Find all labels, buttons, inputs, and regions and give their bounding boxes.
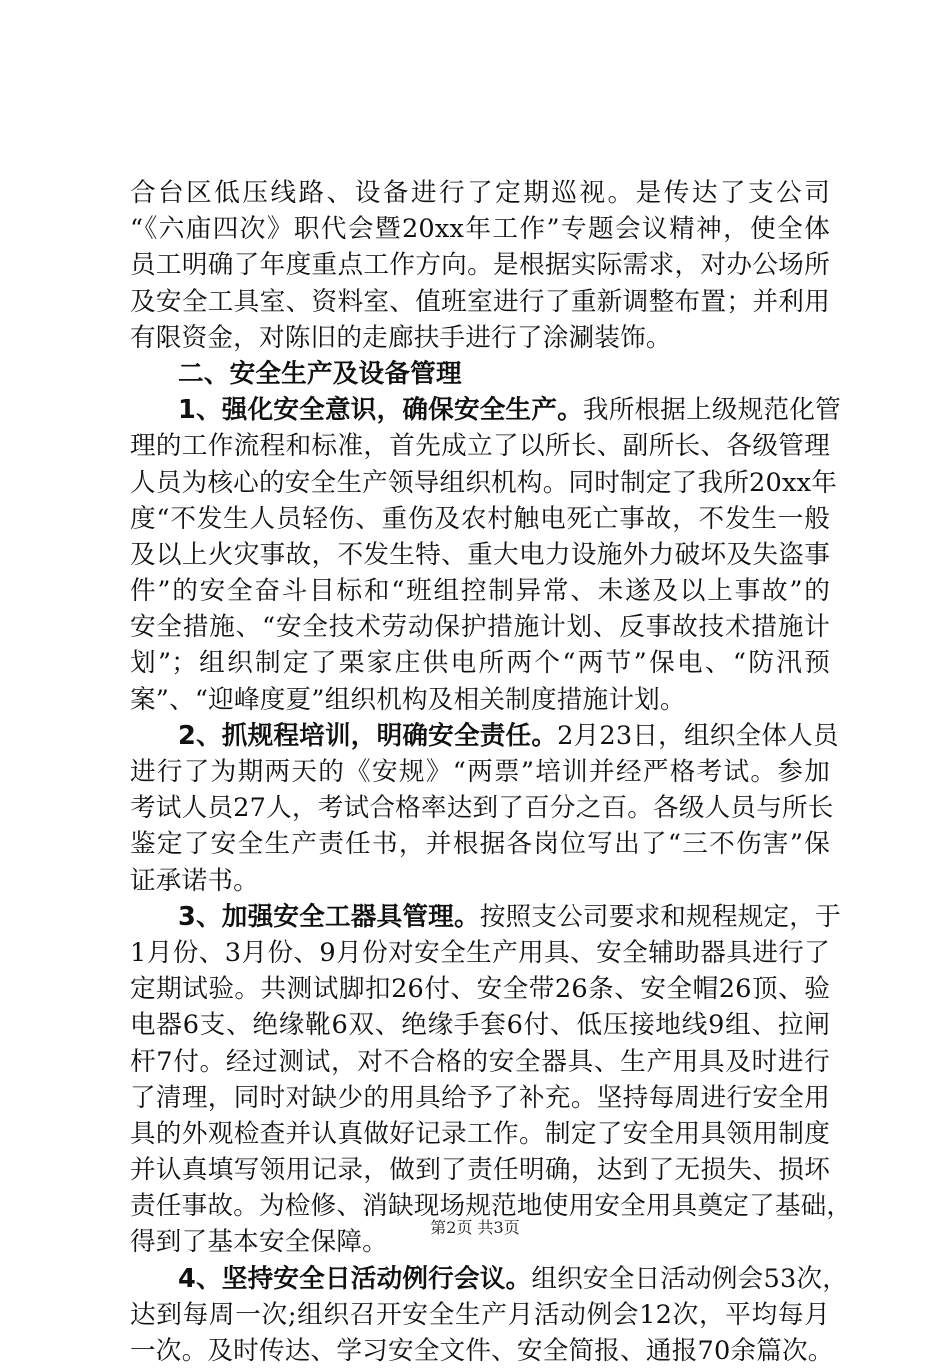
paragraph-first-line [130, 1261, 849, 1297]
intro-paragraph [130, 175, 830, 356]
text-line: 进行了为期两天的《安规》“两票”培训并经严格考试。参加 [130, 757, 830, 787]
text-line: 及安全工具室、资料室、值班室进行了重新调整布置；并利用 [130, 286, 830, 317]
text-line: 案”、“迎峰度夏”组织机构及相关制度措施计划。 [130, 684, 686, 715]
text-line: 安全措施、“安全技术劳动保护措施计划、反事故技术措施计 [130, 612, 830, 643]
text-line: 员工明确了年度重点工作方向。是根据实际需求，对办公场所 [130, 250, 830, 281]
text-line: 责任事故。为检修、消缺现场规范地使用安全用具奠定了基础， [130, 1191, 853, 1222]
text-line: 理的工作流程和标准，首先成立了以所长、副所长、各级管理 [130, 431, 830, 462]
paragraph-first-line [130, 899, 841, 935]
text-line: 有限资金，对陈旧的走廊扶手进行了涂涮装饰。 [130, 322, 672, 353]
paragraph-title: 4、坚持安全日活动例行会议。 [178, 1263, 532, 1294]
text-line: 电器6支、绝缘靴6双、绝缘手套6付、低压接地线9组、拉闸 [130, 1010, 830, 1041]
paragraph-first-line [130, 392, 841, 428]
paragraph-title: 2、抓规程培训，明确安全责任。 [178, 720, 558, 751]
text-line: 1月份、3月份、9月份对安全生产用具、安全辅助器具进行了 [130, 937, 830, 968]
paragraph-safety-awareness [130, 392, 841, 718]
text-line: 划”；组织制定了栗家庄供电所两个“两节”保电、“防汛预 [130, 648, 830, 679]
text-line: 及以上火灾事故，不发生特、重大电力设施外力破坏及失盗事 [130, 539, 830, 570]
text-line: “《六庙四次》职代会暨20xx年工作”专题会议精神，使全体 [130, 214, 830, 245]
paragraph-text: 按照支公司要求和规程规定，于 [479, 901, 841, 932]
text-line: 证承诺书。 [130, 865, 259, 896]
text-line: 定期试验。共测试脚扣26付、安全带26条、安全帽26顶、验 [130, 974, 830, 1005]
text-line: 得到了基本安全保障。 [130, 1227, 388, 1258]
paragraph-title: 3、加强安全工器具管理。 [178, 901, 480, 932]
paragraph-safety-meetings [130, 1261, 849, 1369]
paragraph-text: 2月23日，组织全体人员 [557, 720, 839, 751]
page-footer: 第2页 共3页 [430, 1218, 520, 1237]
paragraph-text: 我所根据上级规范化管 [582, 395, 841, 426]
text-line: 鉴定了安全生产责任书，并根据各岗位写出了“三不伤害”保 [130, 829, 830, 860]
text-line: 考试人员27人，考试合格率达到了百分之百。各级人员与所长 [130, 793, 834, 824]
paragraph-text: 组织安全日活动例会53次， [531, 1263, 849, 1294]
paragraph-tools-management [130, 899, 853, 1261]
section-heading: 二、安全生产及设备管理 [178, 358, 462, 389]
text-line: 度“不发生人员轻伤、重伤及农村触电死亡事故，不发生一般 [130, 503, 830, 534]
paragraph-training [130, 718, 839, 899]
text-line: 一次。及时传达、学习安全文件、安全简报、通报70余篇次。 [130, 1336, 834, 1366]
text-line: 合台区低压线路、设备进行了定期巡视。是传达了支公司 [130, 178, 830, 208]
paragraph-title: 1、强化安全意识，确保安全生产。 [178, 395, 583, 426]
text-line: 人员为核心的安全生产领导组织机构。同时制定了我所20xx年 [130, 467, 838, 498]
document-body [130, 175, 853, 1369]
text-line: 并认真填写领用记录，做到了责任明确，达到了无损失、损坏 [130, 1155, 830, 1186]
text-line: 具的外观检查并认真做好记录工作。制定了安全用具领用制度 [130, 1118, 830, 1149]
text-line: 达到每周一次;组织召开安全生产月活动例会12次，平均每月 [130, 1299, 830, 1330]
text-line: 件”的安全奋斗目标和“班组控制异常、未遂及以上事故”的 [130, 576, 830, 607]
paragraph-first-line [130, 718, 839, 754]
text-line: 了清理，同时对缺少的用具给予了补充。坚持每周进行安全用 [130, 1082, 830, 1113]
text-line: 杆7付。经过测试，对不合格的安全器具、生产用具及时进行 [130, 1046, 830, 1077]
